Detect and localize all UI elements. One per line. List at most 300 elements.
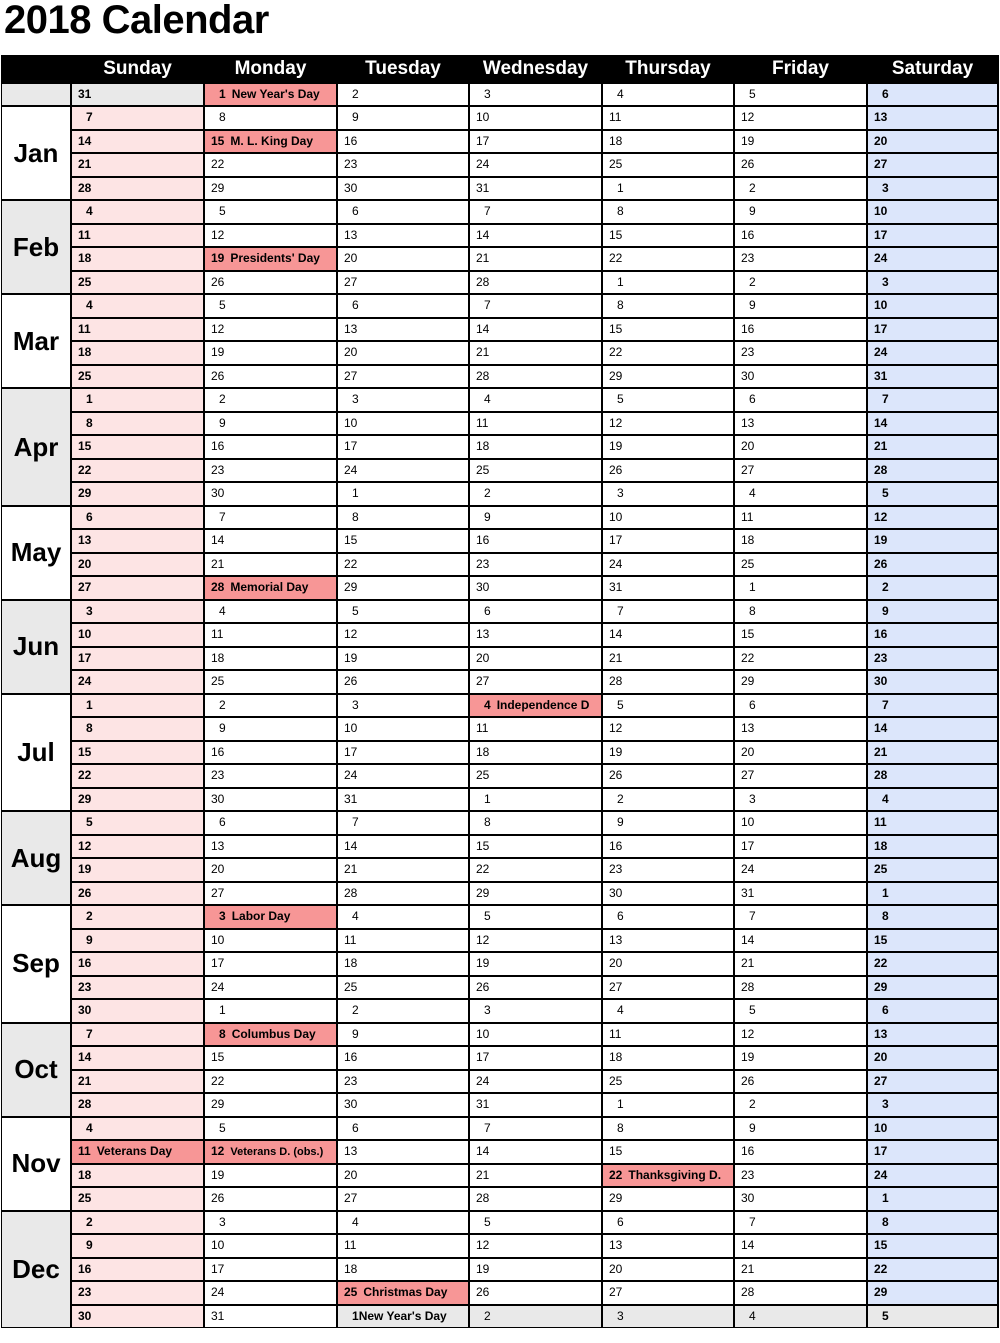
day-cell-tue[interactable] — [338, 742, 468, 763]
day-cell-thu[interactable] — [603, 507, 733, 528]
day-cell-fri[interactable] — [735, 953, 866, 974]
day-cell-tue[interactable] — [338, 1259, 468, 1280]
day-cell-sun[interactable] — [72, 977, 203, 998]
day-cell-sat[interactable] — [868, 178, 997, 199]
day-cell-tue[interactable] — [338, 295, 468, 316]
day-cell-tue[interactable] — [338, 648, 468, 669]
day-cell-sun[interactable] — [72, 1235, 203, 1256]
day-cell-wed[interactable] — [470, 342, 601, 363]
day-cell-fri[interactable] — [735, 1165, 866, 1186]
day-cell-mon[interactable] — [205, 1212, 336, 1233]
day-cell-thu[interactable] — [603, 248, 733, 269]
day-cell-mon[interactable] — [205, 389, 336, 410]
day-cell-thu[interactable] — [603, 1165, 733, 1186]
day-cell-fri[interactable] — [735, 789, 866, 810]
day-cell-tue[interactable] — [338, 953, 468, 974]
day-cell-mon[interactable] — [205, 530, 336, 551]
day-cell-fri[interactable] — [735, 671, 866, 692]
day-cell-sat[interactable] — [868, 836, 997, 857]
day-cell-fri[interactable] — [735, 1188, 866, 1209]
day-cell-tue[interactable] — [338, 789, 468, 810]
day-cell-tue[interactable] — [338, 1024, 468, 1045]
day-cell-wed[interactable] — [470, 1071, 601, 1092]
day-cell-sun[interactable] — [72, 178, 203, 199]
day-cell-thu[interactable] — [603, 154, 733, 175]
day-cell-thu[interactable] — [603, 554, 733, 575]
day-cell-sat[interactable] — [868, 671, 997, 692]
day-cell-thu[interactable] — [603, 107, 733, 128]
day-cell-sat[interactable] — [868, 201, 997, 222]
day-cell-wed[interactable] — [470, 154, 601, 175]
day-cell-mon[interactable] — [205, 671, 336, 692]
day-cell-tue[interactable] — [338, 248, 468, 269]
day-cell-mon[interactable] — [205, 554, 336, 575]
day-cell-thu[interactable] — [603, 1141, 733, 1162]
day-cell-fri[interactable] — [735, 1047, 866, 1068]
day-cell-mon[interactable] — [205, 1000, 336, 1021]
day-cell-fri[interactable] — [735, 648, 866, 669]
day-cell-tue[interactable] — [338, 507, 468, 528]
day-cell-fri[interactable] — [735, 201, 866, 222]
day-cell-sun[interactable] — [72, 154, 203, 175]
day-cell-thu[interactable] — [603, 906, 733, 927]
day-cell-thu[interactable] — [603, 1024, 733, 1045]
day-cell-fri[interactable] — [735, 836, 866, 857]
day-cell-wed[interactable] — [470, 765, 601, 786]
day-cell-sun[interactable] — [72, 742, 203, 763]
day-cell-sun[interactable] — [72, 460, 203, 481]
day-cell-mon[interactable] — [205, 789, 336, 810]
day-cell-sun[interactable] — [72, 1118, 203, 1139]
day-cell-wed[interactable] — [470, 436, 601, 457]
day-cell-wed[interactable] — [470, 1212, 601, 1233]
day-cell-thu[interactable] — [603, 671, 733, 692]
day-cell-thu[interactable] — [603, 789, 733, 810]
day-cell-sun[interactable] — [72, 1165, 203, 1186]
day-cell-wed[interactable] — [470, 648, 601, 669]
day-cell-thu[interactable] — [603, 1118, 733, 1139]
day-cell-sat[interactable] — [868, 1024, 997, 1045]
day-cell-wed[interactable] — [470, 554, 601, 575]
day-cell-tue[interactable] — [338, 883, 468, 904]
day-cell-fri[interactable] — [735, 1282, 866, 1303]
day-cell-wed[interactable] — [470, 107, 601, 128]
day-cell-sun[interactable] — [72, 436, 203, 457]
day-cell-sat[interactable] — [868, 812, 997, 833]
day-cell-sat[interactable] — [868, 1212, 997, 1233]
day-cell-mon[interactable] — [205, 319, 336, 340]
day-cell-tue[interactable] — [338, 1165, 468, 1186]
day-cell-sat[interactable] — [868, 1306, 997, 1327]
day-cell-fri[interactable] — [735, 366, 866, 387]
day-cell-tue[interactable] — [338, 413, 468, 434]
day-cell-tue[interactable] — [338, 812, 468, 833]
day-cell-mon[interactable] — [205, 107, 336, 128]
day-cell-fri[interactable] — [735, 248, 866, 269]
day-cell-sun[interactable] — [72, 1000, 203, 1021]
day-cell-thu[interactable] — [603, 624, 733, 645]
day-cell-sat[interactable] — [868, 554, 997, 575]
day-cell-tue[interactable] — [338, 154, 468, 175]
day-cell-wed[interactable] — [470, 1118, 601, 1139]
day-cell-thu[interactable] — [603, 178, 733, 199]
day-cell-thu[interactable] — [603, 648, 733, 669]
day-cell-sat[interactable] — [868, 295, 997, 316]
day-cell-mon[interactable] — [205, 366, 336, 387]
day-cell-wed[interactable] — [470, 718, 601, 739]
day-cell-tue[interactable] — [338, 1306, 468, 1327]
day-cell-wed[interactable] — [470, 1047, 601, 1068]
day-cell-tue[interactable] — [338, 201, 468, 222]
day-cell-mon[interactable] — [205, 624, 336, 645]
day-cell-fri[interactable] — [735, 1306, 866, 1327]
day-cell-mon[interactable] — [205, 930, 336, 951]
day-cell-thu[interactable] — [603, 272, 733, 293]
day-cell-thu[interactable] — [603, 695, 733, 716]
day-cell-tue[interactable] — [338, 1212, 468, 1233]
day-cell-mon[interactable] — [205, 812, 336, 833]
day-cell-sat[interactable] — [868, 1118, 997, 1139]
day-cell-sun[interactable] — [72, 507, 203, 528]
day-cell-fri[interactable] — [735, 718, 866, 739]
day-cell-wed[interactable] — [470, 1024, 601, 1045]
day-cell-sat[interactable] — [868, 107, 997, 128]
day-cell-wed[interactable] — [470, 272, 601, 293]
day-cell-mon[interactable] — [205, 577, 336, 598]
day-cell-sun[interactable] — [72, 1282, 203, 1303]
day-cell-sat[interactable] — [868, 695, 997, 716]
day-cell-wed[interactable] — [470, 319, 601, 340]
day-cell-thu[interactable] — [603, 342, 733, 363]
day-cell-mon[interactable] — [205, 1024, 336, 1045]
day-cell-sat[interactable] — [868, 1094, 997, 1115]
day-cell-thu[interactable] — [603, 225, 733, 246]
day-cell-sun[interactable] — [72, 84, 203, 105]
day-cell-fri[interactable] — [735, 906, 866, 927]
day-cell-sun[interactable] — [72, 554, 203, 575]
day-cell-sat[interactable] — [868, 483, 997, 504]
day-cell-thu[interactable] — [603, 413, 733, 434]
day-cell-wed[interactable] — [470, 84, 601, 105]
day-cell-wed[interactable] — [470, 671, 601, 692]
day-cell-fri[interactable] — [735, 342, 866, 363]
day-cell-tue[interactable] — [338, 836, 468, 857]
day-cell-thu[interactable] — [603, 131, 733, 152]
day-cell-fri[interactable] — [735, 530, 866, 551]
day-cell-tue[interactable] — [338, 1000, 468, 1021]
day-cell-sat[interactable] — [868, 248, 997, 269]
day-cell-fri[interactable] — [735, 507, 866, 528]
day-cell-sun[interactable] — [72, 366, 203, 387]
day-cell-mon[interactable] — [205, 695, 336, 716]
day-cell-fri[interactable] — [735, 1235, 866, 1256]
day-cell-thu[interactable] — [603, 1212, 733, 1233]
day-cell-mon[interactable] — [205, 272, 336, 293]
day-cell-sat[interactable] — [868, 530, 997, 551]
day-cell-sun[interactable] — [72, 601, 203, 622]
day-cell-fri[interactable] — [735, 295, 866, 316]
day-cell-wed[interactable] — [470, 530, 601, 551]
day-cell-sat[interactable] — [868, 507, 997, 528]
day-cell-thu[interactable] — [603, 1235, 733, 1256]
day-cell-tue[interactable] — [338, 107, 468, 128]
day-cell-wed[interactable] — [470, 248, 601, 269]
day-cell-sat[interactable] — [868, 906, 997, 927]
day-cell-wed[interactable] — [470, 1094, 601, 1115]
day-cell-fri[interactable] — [735, 624, 866, 645]
day-cell-tue[interactable] — [338, 460, 468, 481]
day-cell-fri[interactable] — [735, 930, 866, 951]
day-cell-tue[interactable] — [338, 718, 468, 739]
day-cell-sun[interactable] — [72, 836, 203, 857]
day-cell-mon[interactable] — [205, 1071, 336, 1092]
day-cell-sun[interactable] — [72, 1071, 203, 1092]
day-cell-wed[interactable] — [470, 413, 601, 434]
day-cell-sat[interactable] — [868, 1000, 997, 1021]
day-cell-thu[interactable] — [603, 836, 733, 857]
day-cell-wed[interactable] — [470, 225, 601, 246]
day-cell-sun[interactable] — [72, 1047, 203, 1068]
day-cell-sun[interactable] — [72, 295, 203, 316]
day-cell-sat[interactable] — [868, 413, 997, 434]
day-cell-sun[interactable] — [72, 883, 203, 904]
day-cell-fri[interactable] — [735, 389, 866, 410]
day-cell-thu[interactable] — [603, 601, 733, 622]
day-cell-mon[interactable] — [205, 1165, 336, 1186]
day-cell-sun[interactable] — [72, 413, 203, 434]
day-cell-fri[interactable] — [735, 554, 866, 575]
day-cell-thu[interactable] — [603, 953, 733, 974]
day-cell-fri[interactable] — [735, 460, 866, 481]
day-cell-tue[interactable] — [338, 366, 468, 387]
day-cell-tue[interactable] — [338, 601, 468, 622]
day-cell-thu[interactable] — [603, 1000, 733, 1021]
day-cell-wed[interactable] — [470, 1259, 601, 1280]
day-cell-wed[interactable] — [470, 201, 601, 222]
day-cell-sat[interactable] — [868, 389, 997, 410]
day-cell-sun[interactable] — [72, 1024, 203, 1045]
day-cell-wed[interactable] — [470, 601, 601, 622]
day-cell-wed[interactable] — [470, 577, 601, 598]
day-cell-sun[interactable] — [72, 272, 203, 293]
day-cell-sun[interactable] — [72, 789, 203, 810]
day-cell-wed[interactable] — [470, 1282, 601, 1303]
day-cell-mon[interactable] — [205, 601, 336, 622]
day-cell-tue[interactable] — [338, 906, 468, 927]
day-cell-sun[interactable] — [72, 389, 203, 410]
day-cell-mon[interactable] — [205, 1306, 336, 1327]
day-cell-sat[interactable] — [868, 154, 997, 175]
day-cell-mon[interactable] — [205, 225, 336, 246]
day-cell-sun[interactable] — [72, 624, 203, 645]
day-cell-mon[interactable] — [205, 742, 336, 763]
day-cell-wed[interactable] — [470, 295, 601, 316]
day-cell-mon[interactable] — [205, 953, 336, 974]
day-cell-wed[interactable] — [470, 930, 601, 951]
day-cell-thu[interactable] — [603, 366, 733, 387]
day-cell-thu[interactable] — [603, 859, 733, 880]
day-cell-wed[interactable] — [470, 178, 601, 199]
day-cell-fri[interactable] — [735, 84, 866, 105]
day-cell-tue[interactable] — [338, 977, 468, 998]
day-cell-fri[interactable] — [735, 1071, 866, 1092]
day-cell-sat[interactable] — [868, 1235, 997, 1256]
day-cell-sun[interactable] — [72, 483, 203, 504]
day-cell-thu[interactable] — [603, 577, 733, 598]
day-cell-thu[interactable] — [603, 883, 733, 904]
day-cell-sat[interactable] — [868, 977, 997, 998]
day-cell-tue[interactable] — [338, 1282, 468, 1303]
day-cell-tue[interactable] — [338, 389, 468, 410]
day-cell-mon[interactable] — [205, 436, 336, 457]
day-cell-wed[interactable] — [470, 1165, 601, 1186]
day-cell-mon[interactable] — [205, 648, 336, 669]
day-cell-mon[interactable] — [205, 1094, 336, 1115]
day-cell-sat[interactable] — [868, 319, 997, 340]
day-cell-thu[interactable] — [603, 1047, 733, 1068]
day-cell-thu[interactable] — [603, 812, 733, 833]
day-cell-fri[interactable] — [735, 1094, 866, 1115]
day-cell-wed[interactable] — [470, 977, 601, 998]
day-cell-sat[interactable] — [868, 742, 997, 763]
day-cell-sat[interactable] — [868, 84, 997, 105]
day-cell-mon[interactable] — [205, 977, 336, 998]
day-cell-sun[interactable] — [72, 248, 203, 269]
day-cell-tue[interactable] — [338, 131, 468, 152]
day-cell-tue[interactable] — [338, 765, 468, 786]
day-cell-tue[interactable] — [338, 1188, 468, 1209]
day-cell-sun[interactable] — [72, 107, 203, 128]
day-cell-thu[interactable] — [603, 1259, 733, 1280]
day-cell-sat[interactable] — [868, 930, 997, 951]
day-cell-wed[interactable] — [470, 366, 601, 387]
day-cell-wed[interactable] — [470, 812, 601, 833]
day-cell-wed[interactable] — [470, 624, 601, 645]
day-cell-fri[interactable] — [735, 1212, 866, 1233]
day-cell-sun[interactable] — [72, 1259, 203, 1280]
day-cell-fri[interactable] — [735, 483, 866, 504]
day-cell-sat[interactable] — [868, 624, 997, 645]
day-cell-tue[interactable] — [338, 342, 468, 363]
day-cell-mon[interactable] — [205, 836, 336, 857]
day-cell-sun[interactable] — [72, 718, 203, 739]
day-cell-tue[interactable] — [338, 671, 468, 692]
day-cell-mon[interactable] — [205, 507, 336, 528]
day-cell-fri[interactable] — [735, 319, 866, 340]
day-cell-thu[interactable] — [603, 1094, 733, 1115]
day-cell-sun[interactable] — [72, 225, 203, 246]
day-cell-thu[interactable] — [603, 460, 733, 481]
day-cell-thu[interactable] — [603, 1282, 733, 1303]
day-cell-thu[interactable] — [603, 84, 733, 105]
day-cell-tue[interactable] — [338, 859, 468, 880]
day-cell-wed[interactable] — [470, 389, 601, 410]
day-cell-mon[interactable] — [205, 154, 336, 175]
day-cell-mon[interactable] — [205, 1259, 336, 1280]
day-cell-wed[interactable] — [470, 789, 601, 810]
day-cell-thu[interactable] — [603, 930, 733, 951]
day-cell-wed[interactable] — [470, 483, 601, 504]
day-cell-mon[interactable] — [205, 248, 336, 269]
day-cell-sat[interactable] — [868, 131, 997, 152]
day-cell-wed[interactable] — [470, 1141, 601, 1162]
day-cell-thu[interactable] — [603, 201, 733, 222]
day-cell-mon[interactable] — [205, 1235, 336, 1256]
day-cell-mon[interactable] — [205, 1118, 336, 1139]
day-cell-fri[interactable] — [735, 601, 866, 622]
day-cell-wed[interactable] — [470, 953, 601, 974]
day-cell-sat[interactable] — [868, 859, 997, 880]
day-cell-wed[interactable] — [470, 836, 601, 857]
day-cell-fri[interactable] — [735, 883, 866, 904]
day-cell-wed[interactable] — [470, 507, 601, 528]
day-cell-tue[interactable] — [338, 84, 468, 105]
day-cell-fri[interactable] — [735, 977, 866, 998]
day-cell-fri[interactable] — [735, 1141, 866, 1162]
day-cell-mon[interactable] — [205, 765, 336, 786]
day-cell-fri[interactable] — [735, 577, 866, 598]
day-cell-fri[interactable] — [735, 742, 866, 763]
day-cell-wed[interactable] — [470, 883, 601, 904]
day-cell-mon[interactable] — [205, 859, 336, 880]
day-cell-sat[interactable] — [868, 436, 997, 457]
day-cell-fri[interactable] — [735, 695, 866, 716]
day-cell-tue[interactable] — [338, 225, 468, 246]
day-cell-fri[interactable] — [735, 131, 866, 152]
day-cell-sun[interactable] — [72, 530, 203, 551]
day-cell-mon[interactable] — [205, 342, 336, 363]
day-cell-tue[interactable] — [338, 1118, 468, 1139]
day-cell-tue[interactable] — [338, 272, 468, 293]
day-cell-wed[interactable] — [470, 460, 601, 481]
day-cell-sat[interactable] — [868, 1071, 997, 1092]
day-cell-sun[interactable] — [72, 930, 203, 951]
day-cell-fri[interactable] — [735, 413, 866, 434]
day-cell-mon[interactable] — [205, 718, 336, 739]
day-cell-sun[interactable] — [72, 859, 203, 880]
day-cell-fri[interactable] — [735, 812, 866, 833]
day-cell-sun[interactable] — [72, 1094, 203, 1115]
day-cell-sun[interactable] — [72, 1306, 203, 1327]
day-cell-sat[interactable] — [868, 1165, 997, 1186]
day-cell-tue[interactable] — [338, 530, 468, 551]
day-cell-thu[interactable] — [603, 718, 733, 739]
day-cell-mon[interactable] — [205, 131, 336, 152]
day-cell-fri[interactable] — [735, 765, 866, 786]
day-cell-wed[interactable] — [470, 859, 601, 880]
day-cell-sat[interactable] — [868, 601, 997, 622]
day-cell-sun[interactable] — [72, 671, 203, 692]
day-cell-fri[interactable] — [735, 272, 866, 293]
day-cell-tue[interactable] — [338, 1047, 468, 1068]
day-cell-fri[interactable] — [735, 436, 866, 457]
day-cell-thu[interactable] — [603, 765, 733, 786]
day-cell-mon[interactable] — [205, 460, 336, 481]
day-cell-sun[interactable] — [72, 1212, 203, 1233]
day-cell-thu[interactable] — [603, 1071, 733, 1092]
day-cell-thu[interactable] — [603, 977, 733, 998]
day-cell-tue[interactable] — [338, 1071, 468, 1092]
day-cell-sun[interactable] — [72, 201, 203, 222]
day-cell-sat[interactable] — [868, 1047, 997, 1068]
day-cell-thu[interactable] — [603, 742, 733, 763]
day-cell-wed[interactable] — [470, 1188, 601, 1209]
day-cell-sun[interactable] — [72, 648, 203, 669]
day-cell-tue[interactable] — [338, 319, 468, 340]
day-cell-wed[interactable] — [470, 1306, 601, 1327]
day-cell-tue[interactable] — [338, 483, 468, 504]
day-cell-mon[interactable] — [205, 1047, 336, 1068]
